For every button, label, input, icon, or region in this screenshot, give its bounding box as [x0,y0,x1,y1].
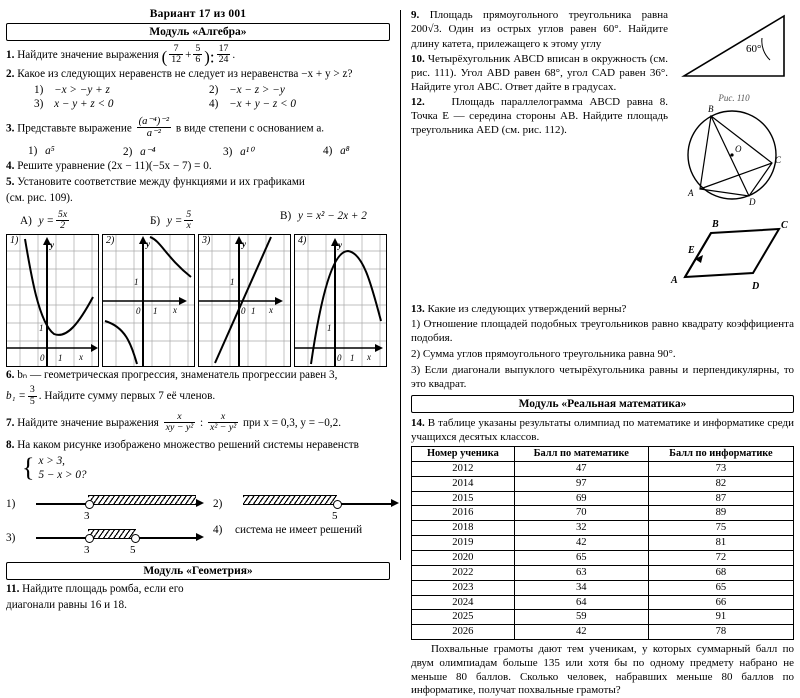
question-8-answers [6,486,390,558]
svg-text:0: 0 [241,306,246,317]
table-row [411,491,793,506]
question-10-text: Четырёхугольник ABCD вписан в окружность (см. рис. 111). Угол ABD равен 68°, угол CAD равен 36°. Найдите угол ABC. Ответ дайте в градусах. [410,52,668,94]
cell-student-number: 2019 [411,536,514,551]
question-6-text: bₙ — геометрическая прогрессия, знаменатель прогрессии равен 3, [17,369,338,382]
graph-1-svg [7,235,98,366]
figure-112-label-D: D [752,281,760,292]
question-14 [411,416,794,445]
answer-2-mark-5: 5 [332,510,338,523]
question-12-text: Площадь параллелограмма ABCD равна 8. Точка E — середина стороны AB. Найдите площадь треугольника AED (см. рис. 112). [410,95,669,137]
question-4-number: 4. [6,159,15,172]
question-2-text: Какое из следующих неравенств не следует из неравенства −x + y > z? [17,67,353,80]
cell-student-number: 2018 [411,521,514,536]
cell-student-number: 2020 [411,550,514,565]
question-13-number: 13. [410,303,425,315]
cell-student-number: 2024 [411,595,514,610]
question-3-option-2 [123,145,223,158]
q7-frac1-denominator: xy − y² [165,422,194,434]
figure-112-label-E: E [688,245,695,256]
q1-frac3-denominator: 24 [218,54,229,66]
module-header-algebra: Модуль «Алгебра» [6,23,390,41]
answer-3-mark-5: 5 [130,544,136,557]
figure-111-label-O: O [735,144,742,154]
graph-2-label: 2) [106,235,115,247]
figure-112-label-C: C [781,220,788,231]
q1-frac3-numerator: 17 [218,43,229,54]
q7-frac1-numerator: x [164,412,196,423]
graph-4-label: 4) [298,235,307,247]
cell-informatics-score: 66 [648,595,793,610]
table-row [411,565,793,580]
column-header-student-number: Номер ученика [411,447,514,462]
figure-111-label-D: D [749,197,756,206]
question-3-options [6,145,390,158]
question-2-number: 2. [6,67,15,80]
q2-opt3-tag: 3) [34,97,44,110]
question-2-option-1 [34,84,209,96]
cell-student-number: 2015 [411,491,514,506]
q1-frac2-denominator: 6 [195,54,201,66]
svg-text:y: y [146,239,150,250]
svg-text:0: 0 [337,353,342,364]
svg-text:x: x [79,352,83,363]
question-9-number: 9. [410,9,420,21]
question-4-text: Решите уравнение (2x − 11)(−5x − 7) = 0. [17,159,212,172]
statement-2: 2) Сумма углов прямоугольного треугольника равна 90°. [410,348,676,361]
svg-text:x: x [367,352,371,363]
q7-frac2-denominator: x² − y² [209,422,237,434]
cell-student-number: 2016 [411,506,514,521]
q3-opt1-tag: 1) [28,144,38,157]
system-brace: { [22,453,35,483]
table-row [411,521,793,536]
q7-text-after: при x = 0,3, y = −0,2. [242,416,341,429]
cell-student-number: 2026 [411,625,514,640]
svg-text:1: 1 [58,353,63,364]
function-A-denominator: 2 [60,219,66,231]
variant-title: Вариант 17 из 001 [149,8,247,20]
question-1-expression: ( $\frac{7}{12}$ + $\frac{5}{6}$ ): $\frac{17}{24}$ . [161,43,236,67]
q2-opt1-body: −x > −y + z [54,83,110,96]
function-V [280,210,367,232]
statement-3: 3) Если диагонали выпуклого четырёхугольника равны и перпендикулярны, то это квадрат. [410,363,794,390]
question-3-number: 3. [6,121,15,134]
question-1-text: Найдите значение выражения [17,48,159,61]
question-5 [6,176,390,190]
graph-3-label: 3) [202,235,211,247]
answer-col-right [213,486,405,558]
svg-text:1: 1 [251,306,256,317]
answer-4-text: система не имеет решений [235,524,363,537]
q7-fraction-1 [164,412,196,434]
question-2-option-2 [209,84,285,96]
column-divider [400,10,401,560]
q1-frac1-numerator: 7 [169,44,183,55]
figure-110-angle-label: 60° [746,43,762,55]
question-14-text: В таблице указаны результаты олимпиад по математике и информатике среди учащихся десятых классов. [410,416,795,443]
statement-1: 1) Отношение площадей подобных треугольников равно квадрату коэффициента подобия. [410,318,794,345]
svg-text:y: y [50,240,54,251]
cell-math-score: 42 [514,625,648,640]
q2-opt4-body: −x + y − z < 0 [229,97,296,110]
svg-text:y: y [338,240,342,251]
answer-option-4 [213,524,405,536]
function-V-tag: В) [280,209,292,222]
question-5-figure-ref: (см. рис. 109). [6,191,73,204]
scores-table [411,446,794,640]
question-2-option-4 [209,98,296,110]
cell-student-number: 2014 [411,476,514,491]
question-5-functions [6,210,390,232]
q7-frac2-numerator: x [208,412,238,423]
cell-student-number: 2022 [411,565,514,580]
answer-option-1 [6,490,213,523]
question-7 [6,412,390,434]
table-header-row [411,447,793,462]
question-2-options-row-1 [6,84,390,96]
question-8-number: 8. [6,438,15,451]
svg-text:y: y [242,239,246,250]
question-4 [6,160,390,174]
graph-2 [102,234,195,367]
cell-informatics-score: 65 [648,580,793,595]
question-7-number: 7. [6,416,15,429]
question-2 [6,68,390,82]
number-line-3 [28,524,213,557]
function-A-numerator: 5x [57,208,68,220]
cell-informatics-score: 73 [648,461,793,476]
cell-math-score: 42 [514,536,648,551]
answer-3-tag: 3) [6,532,16,545]
cell-informatics-score: 81 [648,536,793,551]
cell-math-score: 59 [514,610,648,625]
svg-text:1: 1 [350,353,355,364]
svg-text:1: 1 [327,323,332,334]
q6-frac-denominator: 5 [29,395,35,407]
q3-opt3-body: a¹⁰ [240,145,254,158]
cell-informatics-score: 82 [648,476,793,491]
svg-text:1: 1 [153,306,158,317]
q3-opt2-tag: 2) [123,145,133,158]
question-2-options-row-2 [6,98,390,110]
figure-111-wrapper [674,101,794,211]
figure-110-right-triangle [674,8,794,88]
graph-3 [198,234,291,367]
q3-numerator: (a⁻⁴)⁻² [138,115,170,127]
right-column [405,8,795,697]
function-B-tag: Б) [150,214,161,227]
figure-112-label-A: A [671,275,678,286]
figure-111-label-B: B [708,104,714,114]
graph-1-label: 1) [10,235,19,247]
cell-informatics-score: 91 [648,610,793,625]
answer-4-tag: 4) [213,524,223,537]
question-3-option-1 [28,145,123,158]
graph-3-svg [199,235,290,366]
question-13 [411,302,794,316]
cell-informatics-score: 87 [648,491,793,506]
cell-math-score: 63 [514,565,648,580]
table-body [411,461,793,639]
q2-opt4-tag: 4) [209,97,219,110]
figure-111-label-A: A [688,188,694,198]
question-11-line-2: диагонали равны 16 и 18. [6,599,127,612]
q3-opt4-body: a⁸ [340,144,350,157]
svg-text:1: 1 [134,277,139,288]
question-14-tail-text: Похвальные грамоты дают тем ученикам, у которых суммарный балл по двум олимпиадам больше 135 или хотя бы по одному предмету набрано не меньше 80 баллов. Сколько человек, набравших меньше 80 баллов по информатике, получат похвальные грамоты? [410,643,794,697]
module-header-geometry: Модуль «Геометрия» [6,562,390,580]
cell-student-number: 2023 [411,580,514,595]
question-8-system [22,454,390,482]
question-11-number: 11. [6,583,20,596]
question-11 [6,583,390,597]
question-12-number: 12. [410,95,425,108]
cell-math-score: 47 [514,461,648,476]
q6-text-after: . Найдите сумму первых 7 её членов. [38,390,216,403]
svg-text:x: x [269,305,273,316]
cell-student-number: 2012 [411,461,514,476]
figure-112-wrapper [669,215,794,300]
cell-math-score: 32 [514,521,648,536]
cell-informatics-score: 72 [648,550,793,565]
question-11-text: Найдите площадь ромба, если его [22,583,184,596]
q2-opt3-body: x − y + z < 0 [54,97,114,110]
q3-opt3-tag: 3) [223,145,233,158]
q3-denominator: a⁻² [146,127,161,139]
function-A [6,210,150,232]
function-A-body: y = [38,214,54,227]
q1-frac2-numerator: 5 [195,43,201,54]
cell-math-score: 34 [514,580,648,595]
question-3-fraction [137,116,172,139]
figure-111-label-C: C [775,155,782,165]
figure-112-label-B: B [712,219,719,230]
q3-opt4-tag: 4) [323,144,333,157]
question-6-number: 6. [6,369,15,382]
q1-frac1-denominator: 12 [171,54,182,66]
question-3 [6,116,390,139]
table-row [411,536,793,551]
function-A-tag: А) [20,214,32,227]
question-2-option-3 [34,98,209,110]
number-line-2 [235,490,405,523]
svg-text:1: 1 [230,277,235,288]
table-row [411,610,793,625]
figure-111-inscribed-quadrilateral [674,101,794,206]
column-header-math-score: Балл по математике [514,447,648,462]
cell-informatics-score: 68 [648,565,793,580]
svg-text:0: 0 [136,306,141,317]
cell-informatics-score: 75 [648,521,793,536]
function-B [150,210,280,232]
graph-4-svg [295,235,386,366]
q2-opt2-body: −x − z > −y [229,83,285,96]
answer-1-tag: 1) [6,498,16,511]
question-5-number: 5. [6,175,15,188]
svg-text:0: 0 [40,353,45,364]
table-row [411,595,793,610]
question-8-text: На каком рисунке изображено множество решений системы неравенств [17,438,359,451]
cell-math-score: 70 [514,506,648,521]
figure-110-wrapper [674,8,794,103]
table-row [411,550,793,565]
question-6 [6,369,390,383]
answer-3-mark-3: 3 [84,544,90,557]
q1-close-paren-colon: ): [204,47,215,67]
cell-informatics-score: 89 [648,506,793,521]
answer-2-tag: 2) [213,498,223,511]
question-3-option-4 [323,145,350,158]
figure-110-caption: Рис. 110 [718,93,750,103]
column-header-informatics-score: Балл по информатике [648,447,793,462]
q6-b1-label: b₁ = [6,390,26,403]
table-row [411,506,793,521]
q3-opt1-body: a⁵ [45,144,55,157]
question-5-graphs [6,234,390,367]
answer-col-left [6,486,213,558]
table-row [411,580,793,595]
question-10-number: 10. [410,52,425,65]
q2-opt2-tag: 2) [209,83,219,96]
question-5-text: Установите соответствие между функциями и их графиками [17,175,305,188]
cell-math-score: 69 [514,491,648,506]
question-14-number: 14. [410,416,425,429]
cell-informatics-score: 78 [648,625,793,640]
graph-2-svg [103,235,194,366]
cell-math-score: 97 [514,476,648,491]
question-3-text-before: Представьте выражение [17,121,132,134]
svg-text:x: x [173,305,177,316]
cell-student-number: 2025 [411,610,514,625]
figure-112-parallelogram [669,215,794,295]
graph-4 [294,234,387,367]
q1-period: . [232,48,236,61]
table-row [411,625,793,640]
function-B-body: y = [166,214,183,227]
question-3-text-after: в виде степени с основанием a. [175,121,325,134]
q1-plus-sign: + [185,48,192,61]
question-8 [6,439,390,453]
question-13-text: Какие из следующих утверждений верны? [427,303,627,315]
q7-fraction-2 [208,412,238,434]
q6-frac-numerator: 3 [29,384,35,396]
q3-opt2-body: a⁻⁴ [140,145,156,158]
question-9-text: Площадь прямоугольного треугольника равна 200√3. Один из острых углов равен 60°. Найдите длину катета, прилежащего к этому углу [410,9,669,50]
question-3-option-3 [223,145,323,158]
question-1 [6,44,390,66]
function-B-denominator: x [186,219,191,231]
table-row [411,461,793,476]
q7-colon: : [200,416,204,429]
question-7-text: Найдите значение выражения [17,416,159,429]
q8-system-line-1: x > 3, [38,455,65,468]
answer-option-2 [213,490,405,523]
number-line-1 [28,490,213,523]
q8-system-line-2: 5 − x > 0? [38,469,87,482]
answer-option-3 [6,524,213,557]
svg-text:1: 1 [39,323,44,334]
cell-math-score: 65 [514,550,648,565]
question-6-second-line [6,385,390,407]
left-column [6,8,398,612]
answer-1-mark-3: 3 [84,510,90,523]
cell-math-score: 64 [514,595,648,610]
graph-1 [6,234,99,367]
function-B-numerator: 5 [186,208,192,220]
question-1-number: 1. [6,48,15,61]
module-header-real-math: Модуль «Реальная математика» [411,395,794,413]
function-V-body: y = x² − 2x + 2 [297,209,367,222]
q2-opt1-tag: 1) [34,83,44,96]
table-row [411,476,793,491]
